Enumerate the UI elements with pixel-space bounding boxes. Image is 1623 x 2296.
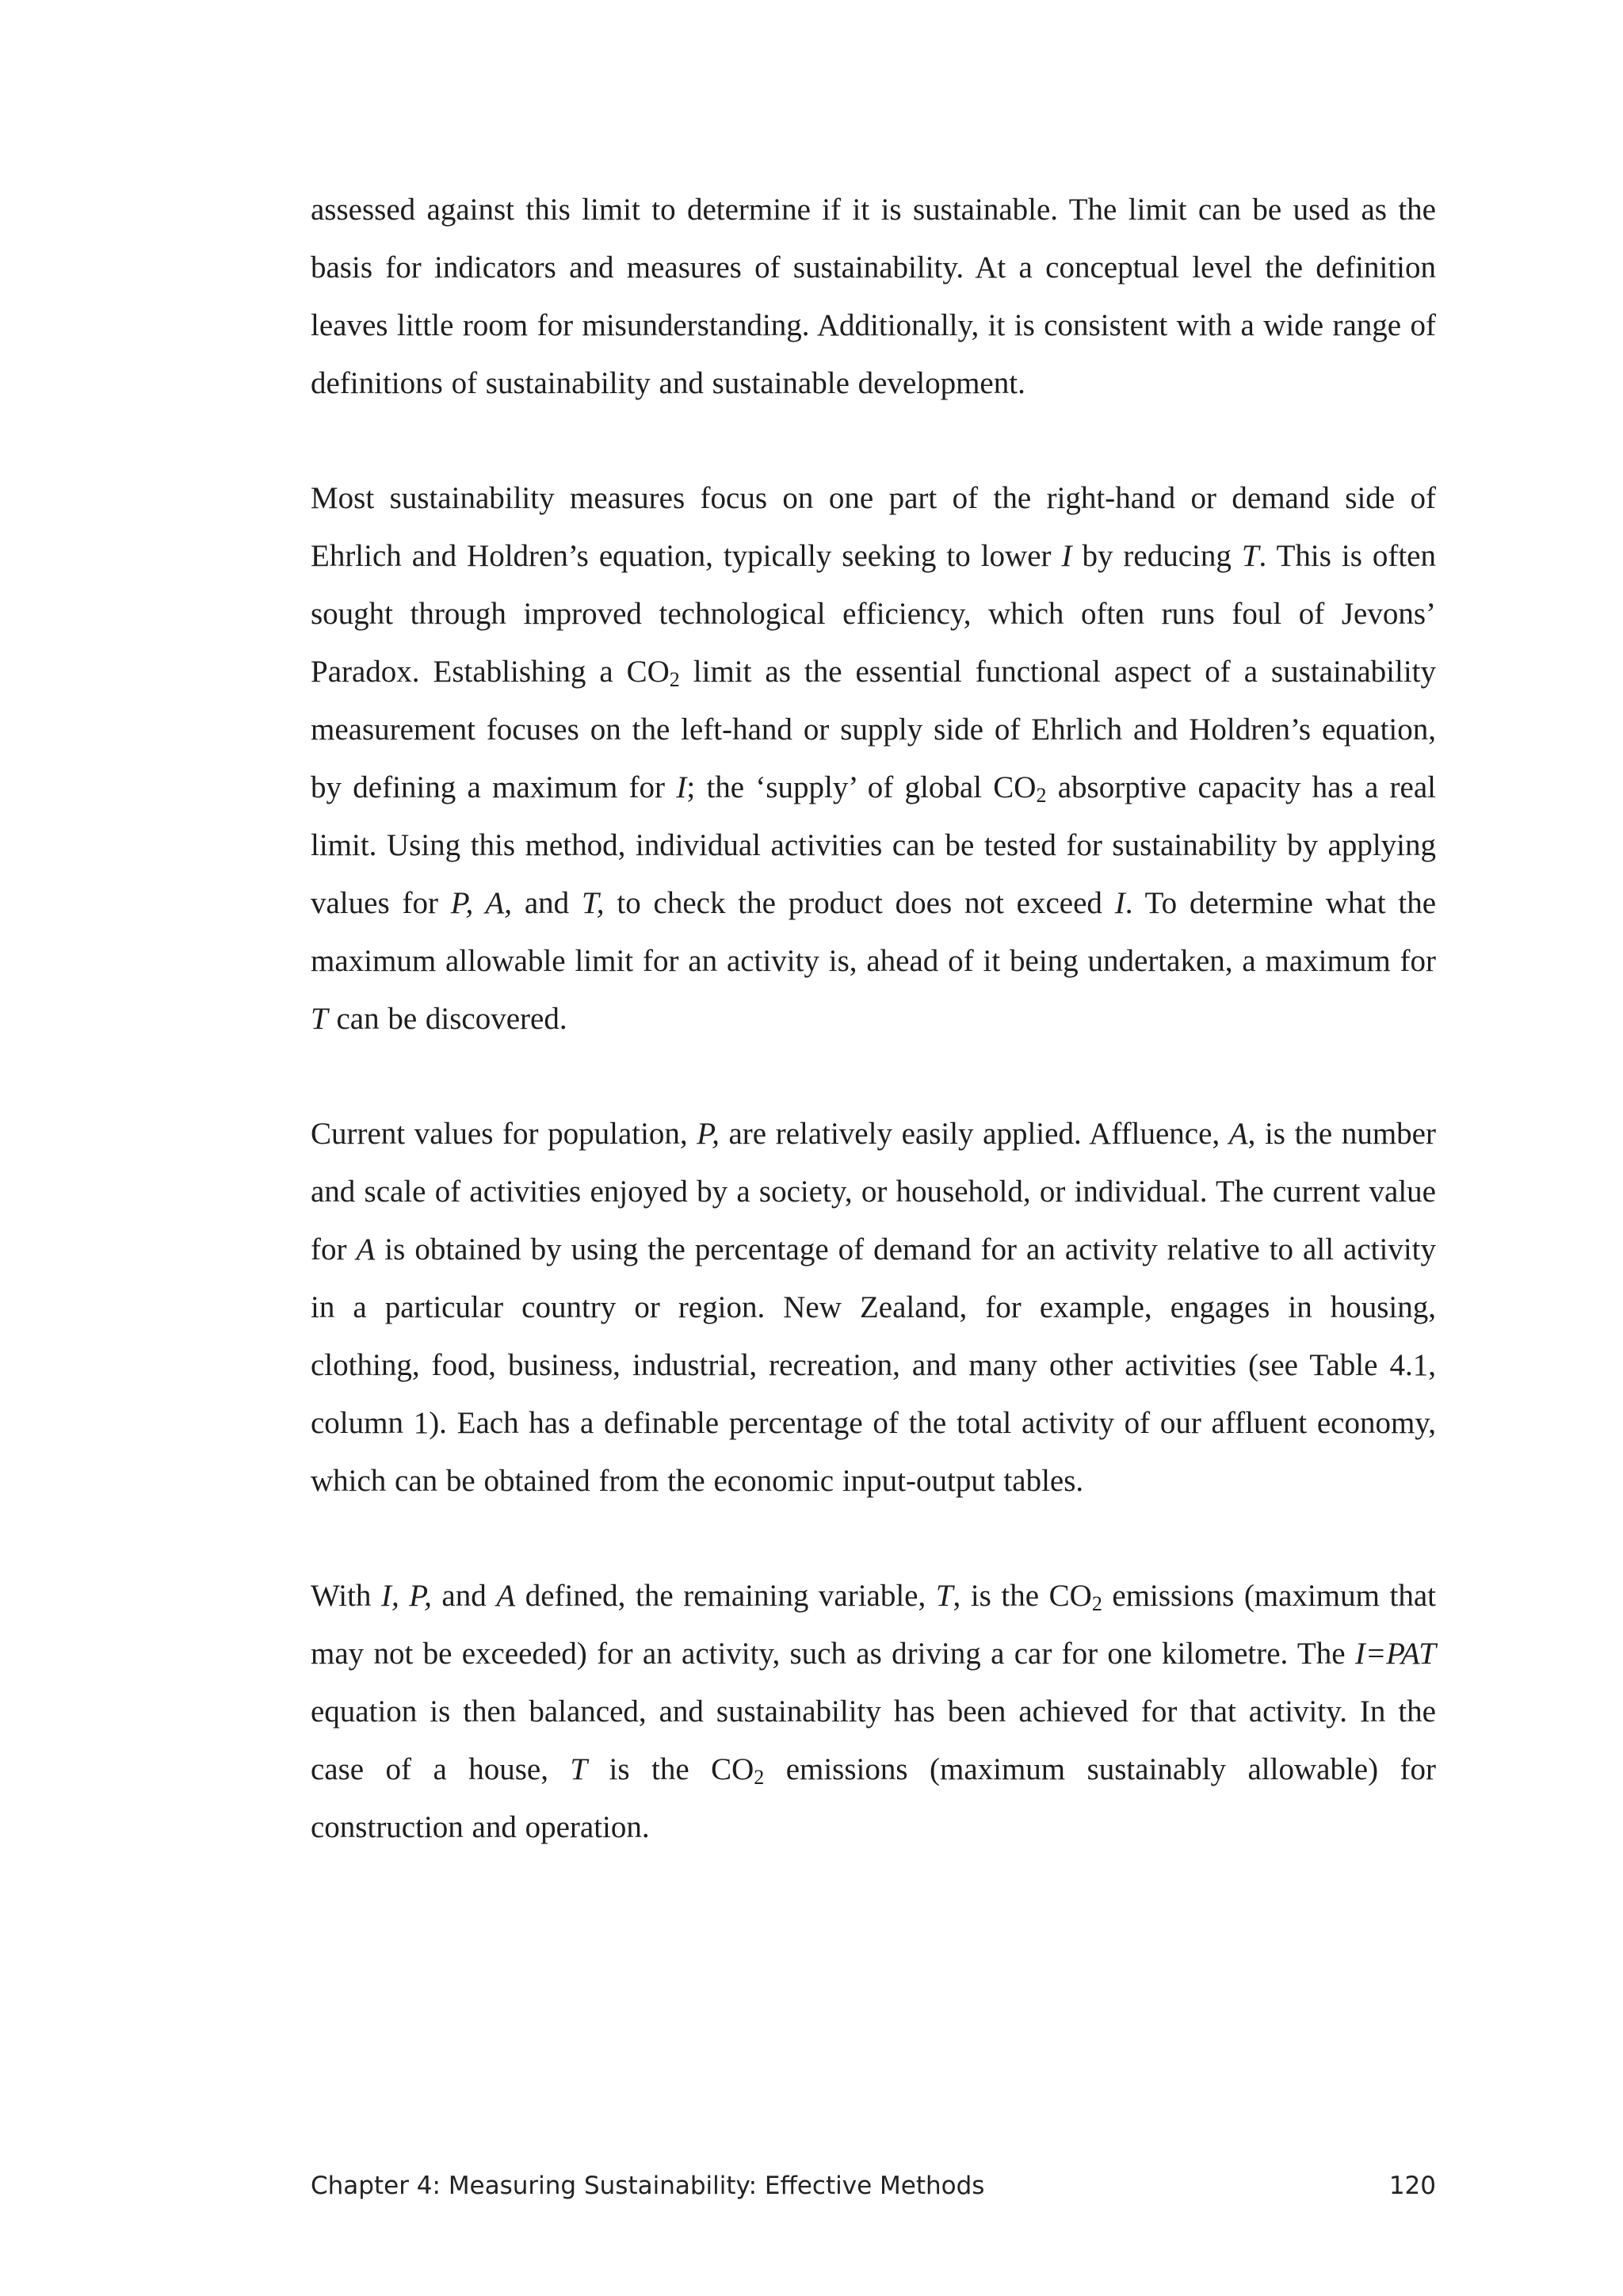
chapter-title: Chapter 4: Measuring Sustainability: Effective Methods [311,2172,985,2200]
paragraph-1: assessed against this limit to determine if it is sustainable. The limit can be used as the basis for indicators and measures of sustainability. At a conceptual level the definition leaves little room for misunderstanding. Additionally, it is consistent with a wide range of definitions of sustainability and sustainable development. [311,193,1436,400]
paragraph-2: Most sustainability measures focus on one part of the right-hand or demand side of Ehrlich and Holdren’s equation, typically seeking to lower I by reducing T. This is often sought through improved technological efficiency, which often runs foul of Jevons’ Paradox. Establishing a $CO_2$ limit as the essential functional aspect of a sustainability measurement focuses on the left-hand or supply side of Ehrlich and Holdren’s equation, by defining a maximum for I; the ‘supply’ of global $CO_2$ absorptive capacity has a real limit. Using this method, individual activities can be tested for sustainability by applying values for P, A, and T, to check the product does not exceed I. To determine what the maximum allowable limit for an activity is, ahead of it being undertaken, a maximum for T can be discovered. [311,481,1437,1036]
body-text [311,181,1436,1856]
paragraph-3: Current values for population, P, are relatively easily applied. Affluence, A, is the number and scale of activities enjoyed by a society, or household, or individual. The current value for A is obtained by using the percentage of demand for an activity relative to all activity in a particular country or region. New Zealand, for example, engages in housing, clothing, food, business, industrial, recreation, and many other activities (see Table 4.1, column 1). Each has a definable percentage of the total activity of our affluent economy, which can be obtained from the economic input-output tables. [311,1117,1436,1498]
page-footer [311,2172,1436,2200]
page-number: 120 [1388,2172,1436,2200]
paragraph-4: With I, P, and A defined, the remaining variable, T, is the $CO_2$ emissions (maximum that may not be exceeded) for an activity, such as driving a car for one kilometre. The I=PAT equation is then balanced, and sustainability has been achieved for that activity. In the case of a house, T is the $CO_2$ emissions (maximum sustainably allowable) for construction and operation. [311,1579,1437,1844]
